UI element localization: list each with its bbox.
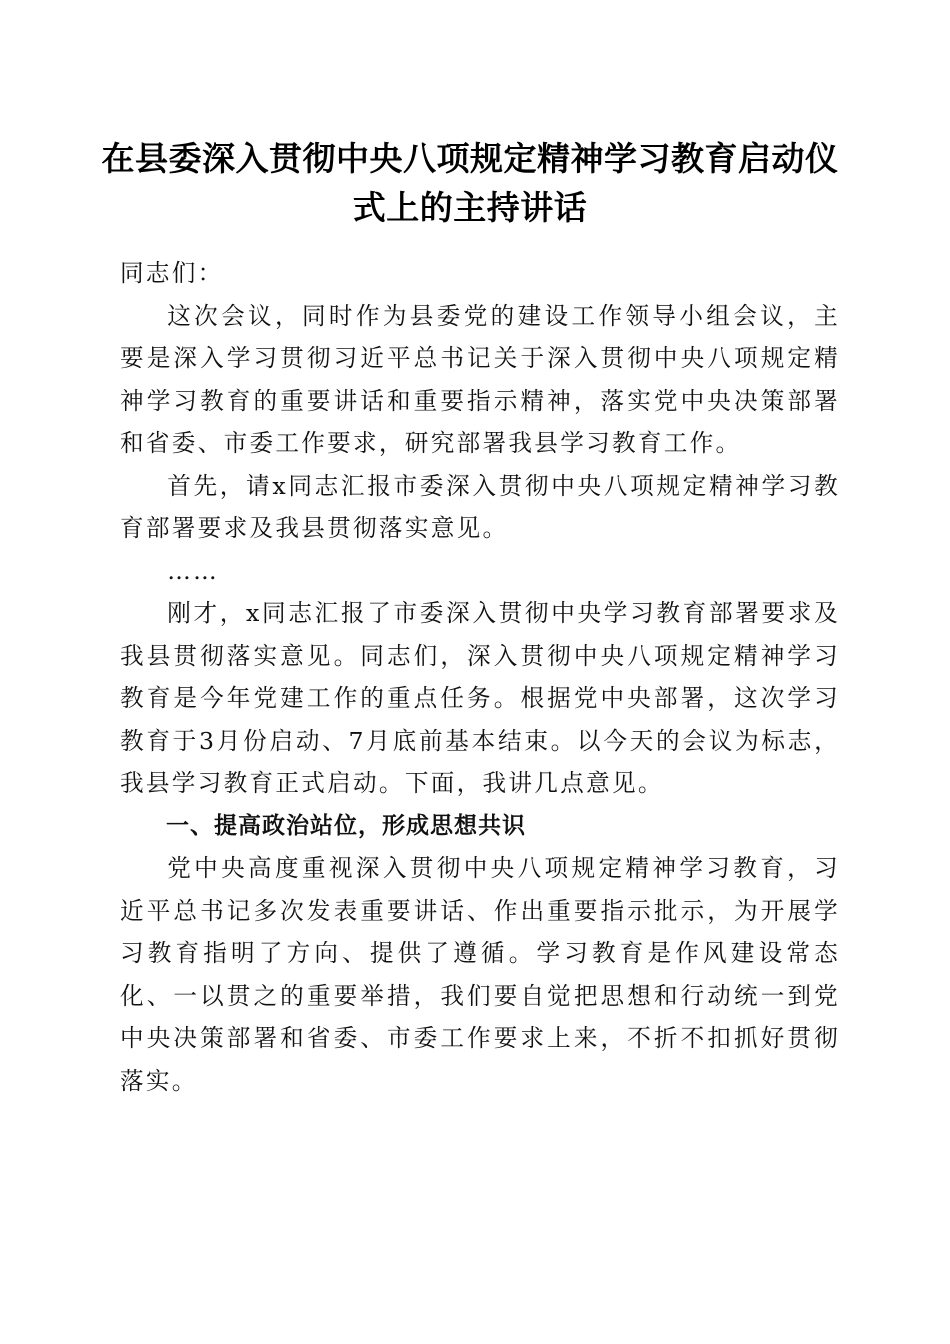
paragraph-ellipsis: …… [167, 556, 219, 585]
paragraph-launch: 刚才，x同志汇报了市委深入贯彻中央学习教育部署要求及我县贯彻落实意见。同志们，深入贯彻中央八项规定精神学习教育是今年党建工作的重点任务。根据党中央部署，这次学习教育于3月份启动、7月底前基本结束。以今天的会议为标志，我县学习教育正式启动。下面，我讲几点意见。 [120, 599, 840, 797]
paragraph-meeting-purpose: 这次会议，同时作为县委党的建设工作领导小组会议，主要是深入学习贯彻习近平总书记关于深入贯彻中央八项规定精神学习教育的重要讲话和重要指示精神，落实党中央决策部署和省委、市委工作要求，研究部署我县学习教育工作。 [120, 301, 840, 457]
document-title: 在县委深入贯彻中央八项规定精神学习教育启动仪式上的主持讲话 [101, 139, 839, 227]
section-heading-1: 一、提高政治站位，形成思想共识 [166, 812, 526, 839]
salutation: 同志们： [120, 259, 224, 287]
document-body [120, 252, 840, 1102]
paragraph-first-report: 首先，请x同志汇报市委深入贯彻中央八项规定精神学习教育部署要求及我县贯彻落实意见。 [120, 471, 840, 542]
paragraph-section-1: 党中央高度重视深入贯彻中央八项规定精神学习教育，习近平总书记多次发表重要讲话、作出重要指示批示，为开展学习教育指明了方向、提供了遵循。学习教育是作风建设常态化、一以贯之的重要举措，我们要自觉把思想和行动统一到党中央决策部署和省委、市委工作要求上来，不折不扣抓好贯彻落实。 [120, 854, 840, 1095]
